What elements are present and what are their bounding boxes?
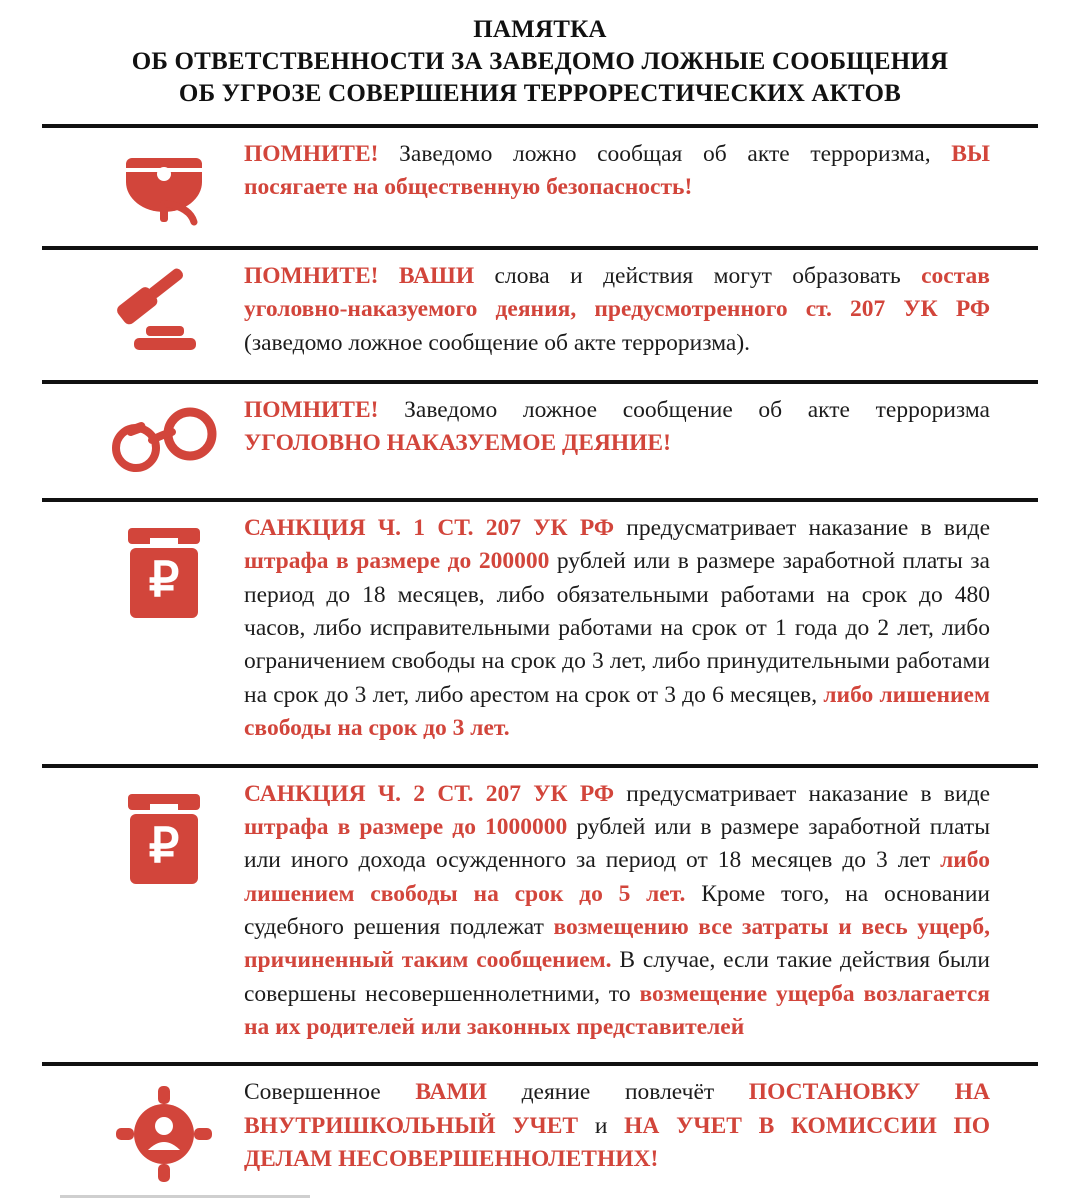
section-part: рублей или в размере заработной платы за период до 18 месяцев, либо обязательными работами на срок до 480 часов, либо исправительными работами на срок от 1 года до 2 лет, либо ограничением свободы на срок до 3 лет, либо принудительными работами на срок до 3 лет, либо арестом на срок от 3 до 6 месяцев, — [244, 548, 990, 708]
section-part: Заведомо ложно сообщая об акте терроризма, — [378, 141, 952, 167]
section-part: либо лишением свободы на срок до 3 лет. — [244, 681, 990, 742]
section-part: предусматривает наказание в виде — [614, 780, 990, 807]
section-text — [244, 260, 996, 360]
section-part: Совершенное — [244, 1079, 416, 1106]
section-part: предусматривает наказание в виде — [614, 515, 990, 541]
ruble-box-icon — [84, 512, 244, 628]
section-part: ВЫ посягаете на общественную безопасность! — [244, 141, 990, 201]
section-part: и — [578, 1112, 625, 1139]
section-part: рублей или в размере заработной платы или иного дохода осужденного за период от 18 месяцев до 3 лет — [244, 813, 990, 874]
svg-text:₽: ₽ — [148, 554, 180, 607]
section-part: ВАМИ — [415, 1079, 487, 1106]
section-row — [42, 384, 1038, 492]
section-text — [244, 1076, 996, 1176]
gavel-icon — [84, 260, 244, 362]
section-text — [244, 778, 996, 1045]
section-part: деяние повлечёт — [486, 1079, 749, 1106]
section-text — [244, 138, 996, 205]
section-part: слова и действия могут образовать — [474, 263, 922, 289]
section-part: ПОМНИТЕ! ВАШИ — [244, 263, 475, 289]
title-line-1: ПАМЯТКА — [473, 16, 607, 43]
section-part: ПОМНИТЕ! — [244, 397, 379, 423]
person-target-icon — [84, 1076, 244, 1186]
svg-text:₽: ₽ — [148, 819, 180, 873]
section-text — [244, 394, 996, 461]
section-part: (заведомо ложное сообщение об акте терроризма). — [244, 329, 751, 356]
section-part: возмещению все затраты и весь ущерб, причиненный таким сообщением. — [244, 913, 990, 974]
section-part: САНКЦИЯ Ч. 2 СТ. 207 УК РФ — [244, 780, 615, 807]
section-part: штрафа в размере до 1000000 — [244, 813, 568, 840]
page-title — [0, 10, 1080, 118]
alarm-bell-icon — [84, 138, 244, 228]
section-part: либо лишением свободы на срок до 5 лет. — [244, 847, 990, 907]
section-row — [42, 128, 1038, 240]
section-part: НА УЧЕТ В КОМИССИИ ПО ДЕЛАМ НЕСОВЕРШЕННОЛЕТНИХ! — [244, 1112, 991, 1173]
ruble-box-icon — [84, 778, 244, 894]
section-part: штрафа в размере до 200000 — [244, 548, 550, 575]
section-part: ПОСТАНОВКУ НА ВНУТРИШКОЛЬНЫЙ УЧЕТ — [244, 1079, 991, 1139]
section-part: состав уголовно-наказуемого деяния, предусмотренного ст. 207 УК РФ — [244, 263, 990, 323]
section-part: Кроме того, на основании судебного решения подлежат — [244, 880, 990, 940]
section-part: САНКЦИЯ Ч. 1 СТ. 207 УК РФ — [244, 515, 615, 541]
sections-container — [0, 124, 1080, 1198]
handcuffs-icon — [84, 394, 244, 480]
section-row — [42, 502, 1038, 758]
section-part: УГОЛОВНО НАКАЗУЕМОЕ ДЕЯНИЕ! — [244, 430, 671, 457]
section-part: ПОМНИТЕ! — [244, 141, 379, 167]
section-text — [244, 512, 996, 746]
section-part: Заведомо ложное сообщение об акте терроризма — [378, 397, 990, 423]
section-part: возмещение ущерба возлагается на их родителей или законных представителей — [244, 980, 990, 1041]
title-line-3: ОБ УГРОЗЕ СОВЕРШЕНИЯ ТЕРРОРЕСТИЧЕСКИХ АКТОВ — [178, 80, 902, 107]
section-row — [42, 768, 1038, 1057]
section-row — [42, 1066, 1038, 1198]
section-row — [42, 250, 1038, 374]
section-part: В случае, если такие действия были совершены несовершеннолетними, то — [244, 947, 990, 1007]
title-line-2: ОБ ОТВЕТСТВЕННОСТИ ЗА ЗАВЕДОМО ЛОЖНЫЕ СООБЩЕНИЯ — [131, 48, 949, 75]
